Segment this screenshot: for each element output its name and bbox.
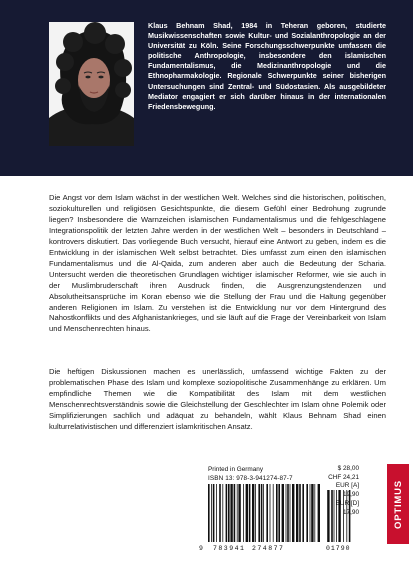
- barcode-bar: [258, 484, 260, 542]
- barcode-bar: [311, 484, 313, 542]
- barcode-bar: [276, 484, 278, 542]
- barcode-bar: [249, 484, 251, 542]
- barcode-bar: [230, 484, 232, 542]
- barcode-bar: [213, 484, 215, 542]
- author-portrait: [49, 22, 134, 146]
- barcode-bar: [266, 484, 268, 542]
- barcode-bar: [287, 484, 289, 542]
- barcode-bar: [208, 484, 210, 542]
- barcode-bar: [273, 484, 274, 542]
- barcode-bar: [263, 484, 264, 542]
- printed-in-label: Printed in Germany: [208, 466, 264, 473]
- barcode-bar: [246, 484, 248, 542]
- price-usd: $ 28,00: [337, 465, 359, 472]
- publisher-name: OPTIMUS: [392, 479, 404, 529]
- barcode-addon-digits: 01790: [326, 545, 351, 552]
- price-list: [327, 465, 359, 517]
- barcode-digits-right: 274877: [252, 545, 285, 552]
- portrait-illustration: [49, 22, 134, 146]
- barcode-bar: [310, 484, 311, 542]
- barcode-bar: [306, 484, 308, 542]
- barcode-bar: [282, 484, 284, 542]
- price-eur-austria: EUR [A] 19,90: [335, 482, 359, 499]
- price-chf: CHF 24,21: [328, 473, 359, 481]
- barcode-bar: [219, 484, 221, 542]
- barcode-bar: [228, 484, 230, 542]
- barcode-bar: [278, 484, 280, 542]
- barcode-bar: [261, 484, 263, 542]
- blurb-paragraph-1: Die Angst vor dem Islam wächst in der westlichen Welt. Welches sind die historischen, politischen, soziokulturellen und religiösen Gesichtspunkte, die diesem Gefühl einer Bedrohung zugrunde liegen? Insbesondere die Warnzeichen islamischen Fundamentalismus und die fehlgeschlagene Integrationspolitik der letzten Jahre werden in der westlichen Welt – besonders in Deutschland – kontrovers diskutiert. Das vorliegende Buch versucht, hierauf eine Antwort zu geben, indem es die Entwicklung in der islamischen Welt selbst betrachtet. Dies umfasst zum einen den islamischen Fundamentalismus und die Al-Qaida, zum anderen aber auch die Bedeutung der Scharia. Untersucht werden die theoretischen Grundlagen wichtiger islamischer Reformer, wie sie auch in der Muslimbruderschaft ihren Ausdruck finden, die Ausgrenzungstendenzen und Absolutheitsansprüche im Koran ebenso wie die Stellung der Frau und die Haltung gegenüber anderen Religionen im Islam. Zu verstehen ist die Entwicklung nur vor dem Hintergrund des Nahostkonflikts und des Afghanistankrieges, und sie läuft auf die Frage der Vereinbarkeit von Islam und Menschenrechten hinaus.: [49, 193, 386, 334]
- blurb-paragraph-2: Die heftigen Diskussionen machen es unerlässlich, umfassend wichtige Fakten zu der problematischen Phase des Islam und komplexe soziopolitische Zusammenhänge zu erklären. Um empfindliche Themen wie die Kompatibilität des Islam mit dem westlichen Menschenrechtsverständnis sowie die Gleichstellung der Geschlechter im Islam ohne Polemik oder Simplifizierungen sachlich und adäquat zu behandeln, wählt Klaus Behnam Shad einen kulturrelativistischen und differenziert islamkritischen Ansatz.: [49, 367, 386, 431]
- barcode-bar: [252, 484, 254, 542]
- barcode-lead-digit: 9: [199, 545, 203, 552]
- author-header-band: [0, 0, 413, 176]
- author-biography: Klaus Behnam Shad, 1984 in Teheran geboren, studierte Musikwissenschaften sowie Kultur- und Sozialanthropologie an der Universität zu Köln. Seine Forschungsschwerpunkte umfassen die politische Anthropologie, insbesondere den islamischen Fundamentalismus, die Medizinanthropologie und die Ethnopharmakologie. Regionale Schwerpunkte seiner bisherigen Untersuchungen sind Zentral- und Südostasien. Als ausgebildeter Mediator engagiert er sich darüber hinaus in der internationalen Friedensbewegung.: [148, 21, 386, 111]
- barcode-bar: [216, 484, 217, 542]
- barcode-bar: [237, 484, 238, 542]
- barcode-bar: [270, 484, 271, 542]
- barcode-bar: [243, 484, 244, 542]
- barcode-bar: [292, 484, 294, 542]
- barcode-bar: [255, 484, 256, 542]
- barcode-bar: [290, 484, 291, 542]
- barcode-bar: [296, 484, 298, 542]
- barcode-digits-left: 783941: [213, 545, 246, 552]
- barcode-bar: [318, 484, 320, 542]
- price-eur-germany: EUR [D] 17,90: [335, 499, 359, 516]
- barcode-bar: [226, 484, 228, 542]
- barcode-bar: [238, 484, 240, 542]
- isbn-label: ISBN 13: 978-3-941274-87-7: [208, 475, 293, 482]
- barcode-bar: [211, 484, 212, 542]
- barcode-bar: [222, 484, 223, 542]
- barcode-bar: [302, 484, 304, 542]
- barcode-bar: [299, 484, 301, 542]
- barcode-bar: [286, 484, 287, 542]
- barcode-bar: [314, 484, 315, 542]
- publisher-logo: [387, 464, 409, 544]
- barcode-bar: [234, 484, 236, 542]
